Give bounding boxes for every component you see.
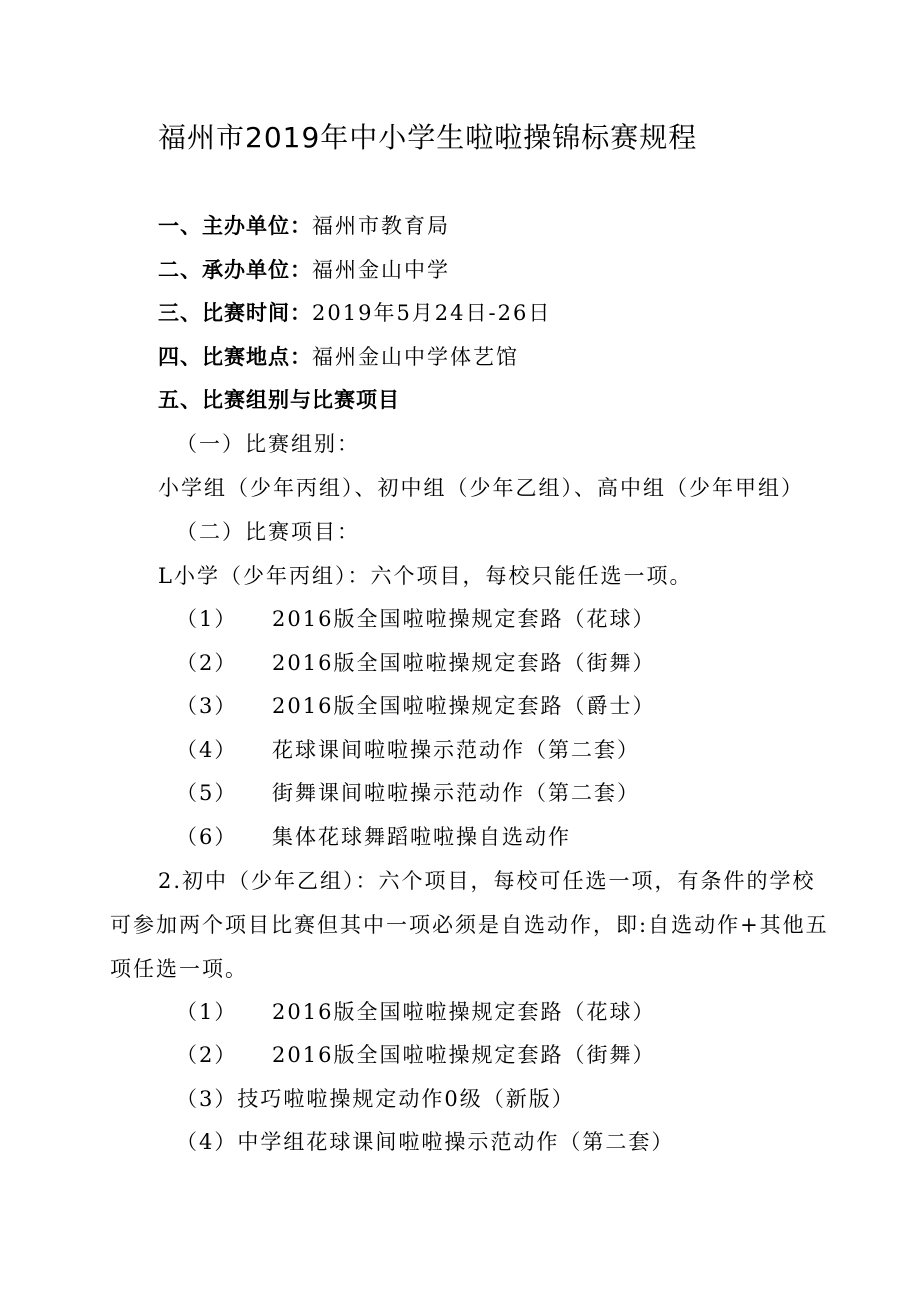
- page-title: 福州市2019年中小学生啦啦操锦标赛规程: [158, 121, 698, 154]
- item-number: （5）: [176, 781, 238, 805]
- item-number: （3）: [176, 694, 238, 718]
- item-text: 2016版全国啦啦操规定套路（花球）: [272, 607, 656, 631]
- section-label: 一、主办单位：: [158, 214, 312, 238]
- subsection-events-heading: （二）比赛项目：: [176, 520, 360, 544]
- section-organizer: [158, 212, 450, 240]
- middle-intro-line-2: 可参加两个项目比赛但其中一项必须是自选动作，即:自选动作+其他五: [110, 913, 829, 937]
- middle-intro-line-1: 2.初中（少年乙组）：六个项目，每校可任选一项，有条件的学校: [158, 869, 816, 893]
- primary-event-item: [176, 605, 655, 633]
- middle-event-item: [176, 1041, 655, 1069]
- item-number: （1）: [176, 607, 238, 631]
- item-text: 花球课间啦啦操示范动作（第二套）: [272, 738, 640, 762]
- section-groups-events: [158, 386, 400, 414]
- item-text: （4）中学组花球课间啦啦操示范动作（第二套）: [176, 1130, 675, 1154]
- item-number: （4）: [176, 738, 238, 762]
- item-text: 集体花球舞蹈啦啦操自选动作: [272, 825, 571, 849]
- section-venue: [158, 343, 519, 371]
- middle-event-item: [176, 1128, 674, 1156]
- item-text: 2016版全国啦啦操规定套路（街舞）: [272, 651, 656, 675]
- section-value: 福州金山中学: [312, 258, 450, 282]
- section-host: [158, 256, 450, 284]
- middle-intro-line-3: 项任选一项。: [110, 957, 248, 981]
- primary-event-item: [176, 823, 571, 851]
- item-number: （2）: [176, 1043, 238, 1067]
- primary-event-item: [176, 736, 640, 764]
- item-text: 2016版全国啦啦操规定套路（花球）: [272, 1000, 656, 1024]
- item-text: 2016版全国啦啦操规定套路（爵士）: [272, 694, 656, 718]
- section-label: 三、比赛时间：: [158, 301, 312, 325]
- primary-event-item: [176, 779, 640, 807]
- middle-event-item: [176, 1085, 575, 1113]
- item-text: 街舞课间啦啦操示范动作（第二套）: [272, 781, 640, 805]
- primary-event-item: [176, 649, 655, 677]
- section-value: 2019年5月24日-26日: [312, 301, 552, 325]
- item-number: （6）: [176, 825, 238, 849]
- section-label: 五、比赛组别与比赛项目: [158, 388, 400, 412]
- section-label: 四、比赛地点：: [158, 345, 312, 369]
- primary-event-item: [176, 692, 655, 720]
- middle-event-item: [176, 998, 655, 1026]
- section-label: 二、承办单位：: [158, 258, 312, 282]
- section-value: 福州市教育局: [312, 214, 450, 238]
- subsection-groups-heading: （一）比赛组别：: [176, 432, 360, 456]
- item-number: （2）: [176, 651, 238, 675]
- section-time: [158, 299, 551, 327]
- primary-intro: L小学（少年丙组）：六个项目，每校只能任选一项。: [158, 564, 693, 588]
- item-text: 2016版全国啦啦操规定套路（街舞）: [272, 1043, 656, 1067]
- item-text: （3）技巧啦啦操规定动作0级（新版）: [176, 1087, 575, 1111]
- item-number: （1）: [176, 1000, 238, 1024]
- groups-text: 小学组（少年丙组）、初中组（少年乙组）、高中组（少年甲组）: [158, 476, 804, 500]
- section-value: 福州金山中学体艺馆: [312, 345, 519, 369]
